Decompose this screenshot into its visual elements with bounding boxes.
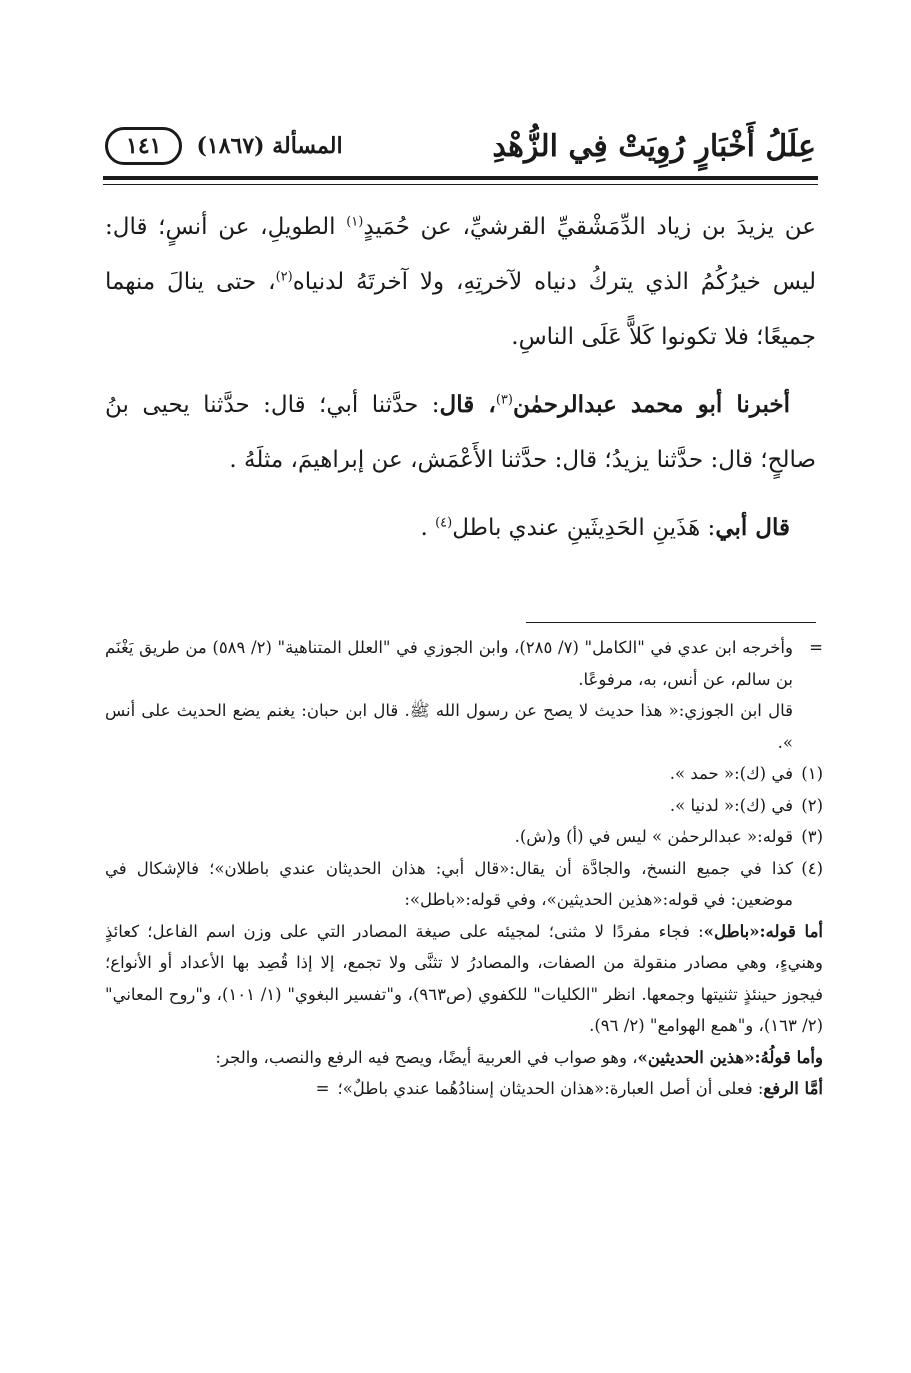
paragraph-2-text: : حدَّثنا أبي؛ قال: حدَّثنا يحيى بنُ صالحٍ؛ قال: حدَّثنا يزيدُ؛ قال: حدَّثنا الأَعْمَش، عن إبراهيمَ، مثلَهُ . <box>105 392 816 473</box>
footnote-4-mark: (٤) <box>801 858 823 878</box>
header-rule-thick <box>103 176 818 180</box>
page-header <box>105 118 816 174</box>
footnote-2 <box>105 790 823 822</box>
footnote-ref-2: (٢) <box>275 269 293 285</box>
continuation-mark: = <box>809 638 823 657</box>
footnote-3 <box>105 821 823 853</box>
header-issue-block <box>105 127 343 165</box>
footnote-2-mark: (٢) <box>801 795 823 815</box>
footnotes <box>105 632 823 1105</box>
footnote-4-part-c-text: ، وهو صواب في العربية أيضًا، ويصح فيه الرفع والنصب، والجر: <box>215 1047 638 1067</box>
running-title: عِلَلُ أَخْبَارٍ رُوِيَتْ فِي الزُّهْدِ <box>492 128 816 164</box>
paragraph-1 <box>105 200 816 365</box>
footnote-2-text: في (ك):« لدنيا ». <box>669 795 793 815</box>
page-number-badge: ١٤١ <box>105 127 182 165</box>
paragraph-3-lead: قال أبي <box>715 514 790 541</box>
paragraph-3-text: : هَذَينِ الحَدِيثَينِ عندي باطل <box>452 515 716 541</box>
footnote-separator <box>526 622 816 623</box>
continuation-text-2: قال ابن الجوزي:« هذا حديث لا يصح عن رسول الله ﷺ. قال ابن حبان: يغنم يضع الحديث على أنس ». <box>105 701 793 752</box>
footnote-4-part-b-text: : فجاء مفردًا لا مثنى؛ لمجيئه على صيغة المصادر التي على وزن اسم الفاعل؛ كعائذٍ وهنيءٍ، وهي مصادر منقولة من الصفات، والمصادرُ لا تثنَّى ولا تجمع، إلا إذا قُصِد بها الأعداد أو الأنواع؛ فيجوز حينئذٍ تثنيتها وجمعها. انظر "الكليات" للكفوي (ص٩٦٣)، و"تفسير البغوي" (١/ ١٠١)، و"روح المعاني" (٢/ ١٦٣)، و"همع الهوامع" (٢/ ٩٦). <box>105 921 823 1035</box>
paragraph-3-end: . <box>420 515 436 541</box>
footnote-1-mark: (١) <box>801 764 823 783</box>
footnote-continuation <box>105 632 823 695</box>
footnote-4-part-b <box>105 916 823 1042</box>
footnote-4-part-d <box>105 1073 823 1105</box>
paragraph-2 <box>105 377 816 488</box>
footnote-1 <box>105 758 823 790</box>
issue-label: المسألة (١٨٦٧) <box>196 133 343 159</box>
footnote-3-text: قوله:« عبدالرحمٰن » ليس في (أ) و(ش). <box>514 827 793 846</box>
footnote-4-part-c-lead: وأما قولُهُ:«هذين الحديثين» <box>637 1047 823 1067</box>
footnote-ref-4: (٤) <box>435 515 453 531</box>
paragraph-1-text-b: الطويلِ، عن أنسٍ؛ قال: ليس خيرُكُمُ الذي يتركُ دنياه لآخرتِهِ، ولا آخرتَهُ لدنياه <box>105 214 816 295</box>
paragraph-1-text: عن يزيدَ بن زياد الدِّمَشْقيِّ القرشيِّ، عن حُمَيدٍ <box>363 214 816 240</box>
footnote-1-text: في (ك):« حمد ». <box>669 764 793 783</box>
paragraph-1-text-c: ، حتى ينالَ منهما جميعًا؛ فلا تكونوا كَلاًّ عَلَى الناسِ. <box>105 269 816 350</box>
main-text <box>105 200 816 556</box>
footnote-4 <box>105 853 823 916</box>
footnote-3-mark: (٣) <box>801 827 823 846</box>
paragraph-2-lead-b: ، قال <box>439 391 496 418</box>
footnote-4-text: كذا في جميع النسخ، والجادَّة أن يقال:«قال أبي: هذان الحديثان عندي باطلان»؛ فالإشكال في موضعين: في قوله:«هذين الحديثين»، وفي قوله:«باطل»: <box>105 858 793 909</box>
continues-mark: = <box>315 1079 330 1098</box>
footnote-ref-1: (١) <box>346 214 364 230</box>
footnote-4-part-d-lead: أمَّا الرفع <box>763 1079 823 1098</box>
footnote-4-part-d-text: : فعلى أن أصل العبارة:«هذان الحديثان إسنادُهُما عندي باطلٌ»؛ <box>337 1079 764 1098</box>
footnote-ref-3: (٣) <box>495 392 513 408</box>
footnote-4-part-c <box>105 1042 823 1074</box>
paragraph-3 <box>105 500 816 556</box>
paragraph-2-lead: أخبرنا أبو محمد عبدالرحمٰن <box>512 391 790 418</box>
continuation-text: وأخرجه ابن عدي في "الكامل" (٧/ ٢٨٥)، وابن الجوزي في "العلل المتناهية" (٢/ ٥٨٩) من طريق يَغْنَم بن سالم، عن أنس، به، مرفوعًا. <box>105 638 793 689</box>
header-rule-thin <box>103 184 818 185</box>
footnote-4-part-b-lead: أما قوله:«باطل» <box>703 921 823 941</box>
